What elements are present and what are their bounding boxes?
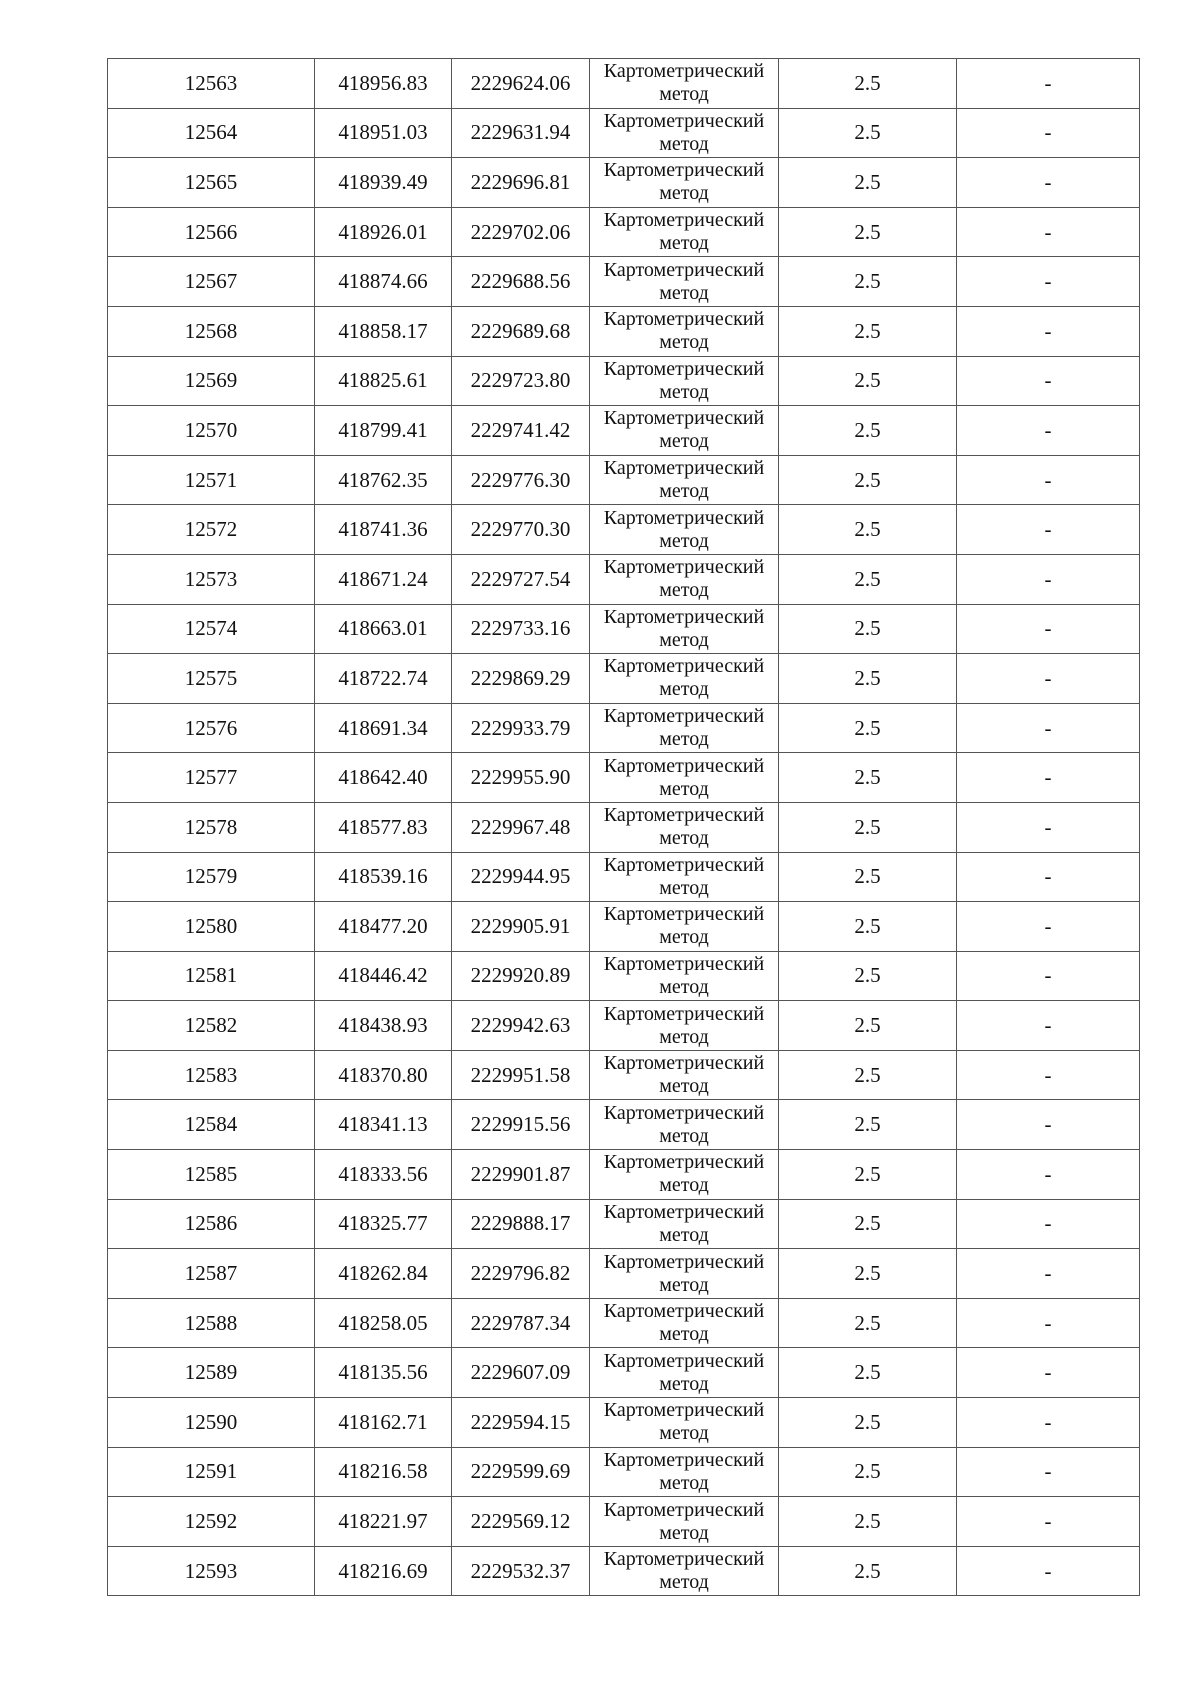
- x-coordinate-cell: 418333.56: [315, 1150, 452, 1200]
- method-cell: [590, 703, 779, 753]
- method-label-line2: метод: [659, 1025, 709, 1048]
- point-number-cell: 12586: [108, 1199, 315, 1249]
- precision-cell: 2.5: [779, 554, 957, 604]
- table-row: [108, 257, 1140, 307]
- precision-cell: 2.5: [779, 356, 957, 406]
- method-label-line1: Картометрический: [603, 308, 765, 331]
- x-coordinate-cell: 418438.93: [315, 1001, 452, 1051]
- x-coordinate-cell: 418446.42: [315, 951, 452, 1001]
- method-cell: [590, 1050, 779, 1100]
- method-label-line1: Картометрический: [603, 605, 765, 628]
- precision-cell: 2.5: [779, 1497, 957, 1547]
- point-number-cell: 12588: [108, 1298, 315, 1348]
- table-row: [108, 306, 1140, 356]
- y-coordinate-cell: 2229920.89: [452, 951, 590, 1001]
- x-coordinate-cell: 418216.58: [315, 1447, 452, 1497]
- method-label-line1: Картометрический: [603, 1101, 765, 1124]
- method-cell: [590, 1447, 779, 1497]
- method-label-line2: метод: [659, 827, 709, 850]
- point-number-cell: 12568: [108, 306, 315, 356]
- y-coordinate-cell: 2229967.48: [452, 802, 590, 852]
- method-label-line1: Картометрический: [603, 903, 765, 926]
- table-row: [108, 1249, 1140, 1299]
- x-coordinate-cell: 418956.83: [315, 59, 452, 109]
- y-coordinate-cell: 2229702.06: [452, 207, 590, 257]
- method-cell: [590, 902, 779, 952]
- method-cell: [590, 554, 779, 604]
- x-coordinate-cell: 418642.40: [315, 753, 452, 803]
- precision-cell: 2.5: [779, 207, 957, 257]
- method-label-line1: Картометрический: [603, 258, 765, 281]
- method-cell: [590, 1348, 779, 1398]
- x-coordinate-cell: 418577.83: [315, 802, 452, 852]
- y-coordinate-cell: 2229901.87: [452, 1150, 590, 1200]
- precision-cell: 2.5: [779, 158, 957, 208]
- point-number-cell: 12569: [108, 356, 315, 406]
- method-label-line1: Картометрический: [603, 407, 765, 430]
- x-coordinate-cell: 418722.74: [315, 654, 452, 704]
- coordinates-table: [107, 58, 1140, 1596]
- method-label-line2: метод: [659, 1273, 709, 1296]
- note-cell: -: [957, 505, 1140, 555]
- note-cell: -: [957, 1348, 1140, 1398]
- note-cell: -: [957, 1150, 1140, 1200]
- method-label-line1: Картометрический: [603, 804, 765, 827]
- precision-cell: 2.5: [779, 1348, 957, 1398]
- note-cell: -: [957, 1001, 1140, 1051]
- method-label-line1: Картометрический: [603, 655, 765, 678]
- method-label-line2: метод: [659, 1521, 709, 1544]
- point-number-cell: 12578: [108, 802, 315, 852]
- note-cell: -: [957, 753, 1140, 803]
- note-cell: -: [957, 59, 1140, 109]
- method-label-line2: метод: [659, 1323, 709, 1346]
- method-label-line1: Картометрический: [603, 952, 765, 975]
- precision-cell: 2.5: [779, 604, 957, 654]
- point-number-cell: 12563: [108, 59, 315, 109]
- note-cell: -: [957, 158, 1140, 208]
- table-row: [108, 1497, 1140, 1547]
- precision-cell: 2.5: [779, 1150, 957, 1200]
- method-cell: [590, 654, 779, 704]
- method-cell: [590, 1398, 779, 1448]
- method-label-line2: метод: [659, 728, 709, 751]
- x-coordinate-cell: 418691.34: [315, 703, 452, 753]
- method-label-line1: Картометрический: [603, 1498, 765, 1521]
- method-cell: [590, 306, 779, 356]
- y-coordinate-cell: 2229727.54: [452, 554, 590, 604]
- table-row: [108, 158, 1140, 208]
- point-number-cell: 12573: [108, 554, 315, 604]
- method-label-line1: Картометрический: [603, 1250, 765, 1273]
- note-cell: -: [957, 1447, 1140, 1497]
- y-coordinate-cell: 2229607.09: [452, 1348, 590, 1398]
- x-coordinate-cell: 418939.49: [315, 158, 452, 208]
- point-number-cell: 12582: [108, 1001, 315, 1051]
- point-number-cell: 12590: [108, 1398, 315, 1448]
- method-cell: [590, 505, 779, 555]
- table-row: [108, 703, 1140, 753]
- table-row: [108, 1348, 1140, 1398]
- point-number-cell: 12581: [108, 951, 315, 1001]
- method-label-line2: метод: [659, 1422, 709, 1445]
- method-label-line1: Картометрический: [603, 357, 765, 380]
- note-cell: -: [957, 1298, 1140, 1348]
- point-number-cell: 12592: [108, 1497, 315, 1547]
- point-number-cell: 12591: [108, 1447, 315, 1497]
- method-label-line2: метод: [659, 876, 709, 899]
- y-coordinate-cell: 2229532.37: [452, 1546, 590, 1596]
- method-label-line1: Картометрический: [603, 853, 765, 876]
- note-cell: -: [957, 852, 1140, 902]
- x-coordinate-cell: 418216.69: [315, 1546, 452, 1596]
- x-coordinate-cell: 418477.20: [315, 902, 452, 952]
- table-row: [108, 902, 1140, 952]
- method-label-line2: метод: [659, 678, 709, 701]
- precision-cell: 2.5: [779, 703, 957, 753]
- method-label-line1: Картометрический: [603, 1300, 765, 1323]
- method-label-line1: Картометрический: [603, 754, 765, 777]
- point-number-cell: 12583: [108, 1050, 315, 1100]
- x-coordinate-cell: 418926.01: [315, 207, 452, 257]
- method-label-line2: метод: [659, 628, 709, 651]
- y-coordinate-cell: 2229689.68: [452, 306, 590, 356]
- method-cell: [590, 852, 779, 902]
- method-label-line1: Картометрический: [603, 109, 765, 132]
- note-cell: -: [957, 1100, 1140, 1150]
- y-coordinate-cell: 2229631.94: [452, 108, 590, 158]
- point-number-cell: 12580: [108, 902, 315, 952]
- method-label-line1: Картометрический: [603, 209, 765, 232]
- method-label-line1: Картометрический: [603, 705, 765, 728]
- method-cell: [590, 1497, 779, 1547]
- precision-cell: 2.5: [779, 59, 957, 109]
- method-label-line1: Картометрический: [603, 1548, 765, 1571]
- x-coordinate-cell: 418825.61: [315, 356, 452, 406]
- table-row: [108, 1398, 1140, 1448]
- method-label-line1: Картометрический: [603, 159, 765, 182]
- note-cell: -: [957, 1050, 1140, 1100]
- method-cell: [590, 406, 779, 456]
- method-label-line2: метод: [659, 331, 709, 354]
- method-cell: [590, 455, 779, 505]
- y-coordinate-cell: 2229776.30: [452, 455, 590, 505]
- precision-cell: 2.5: [779, 1298, 957, 1348]
- y-coordinate-cell: 2229942.63: [452, 1001, 590, 1051]
- y-coordinate-cell: 2229888.17: [452, 1199, 590, 1249]
- method-label-line2: метод: [659, 232, 709, 255]
- method-label-line2: метод: [659, 1372, 709, 1395]
- note-cell: -: [957, 654, 1140, 704]
- point-number-cell: 12576: [108, 703, 315, 753]
- method-label-line2: метод: [659, 1174, 709, 1197]
- note-cell: -: [957, 554, 1140, 604]
- note-cell: -: [957, 1546, 1140, 1596]
- point-number-cell: 12564: [108, 108, 315, 158]
- method-label-line2: метод: [659, 777, 709, 800]
- note-cell: -: [957, 703, 1140, 753]
- precision-cell: 2.5: [779, 1050, 957, 1100]
- precision-cell: 2.5: [779, 1546, 957, 1596]
- y-coordinate-cell: 2229955.90: [452, 753, 590, 803]
- point-number-cell: 12572: [108, 505, 315, 555]
- x-coordinate-cell: 418671.24: [315, 554, 452, 604]
- coordinates-table-body: [108, 59, 1140, 1596]
- x-coordinate-cell: 418135.56: [315, 1348, 452, 1398]
- method-label-line1: Картометрический: [603, 1052, 765, 1075]
- point-number-cell: 12570: [108, 406, 315, 456]
- table-row: [108, 1050, 1140, 1100]
- precision-cell: 2.5: [779, 654, 957, 704]
- point-number-cell: 12593: [108, 1546, 315, 1596]
- method-cell: [590, 207, 779, 257]
- method-cell: [590, 158, 779, 208]
- y-coordinate-cell: 2229905.91: [452, 902, 590, 952]
- method-cell: [590, 59, 779, 109]
- precision-cell: 2.5: [779, 1001, 957, 1051]
- table-row: [108, 1199, 1140, 1249]
- note-cell: -: [957, 1249, 1140, 1299]
- table-row: [108, 852, 1140, 902]
- method-label-line2: метод: [659, 83, 709, 106]
- precision-cell: 2.5: [779, 108, 957, 158]
- table-row: [108, 1001, 1140, 1051]
- method-cell: [590, 1298, 779, 1348]
- method-label-line1: Картометрический: [603, 1448, 765, 1471]
- method-cell: [590, 356, 779, 406]
- x-coordinate-cell: 418341.13: [315, 1100, 452, 1150]
- y-coordinate-cell: 2229796.82: [452, 1249, 590, 1299]
- method-cell: [590, 604, 779, 654]
- point-number-cell: 12571: [108, 455, 315, 505]
- x-coordinate-cell: 418663.01: [315, 604, 452, 654]
- y-coordinate-cell: 2229770.30: [452, 505, 590, 555]
- table-row: [108, 951, 1140, 1001]
- note-cell: -: [957, 306, 1140, 356]
- note-cell: -: [957, 207, 1140, 257]
- method-label-line1: Картометрический: [603, 1399, 765, 1422]
- x-coordinate-cell: 418874.66: [315, 257, 452, 307]
- table-row: [108, 455, 1140, 505]
- table-row: [108, 356, 1140, 406]
- method-label-line2: метод: [659, 1571, 709, 1594]
- note-cell: -: [957, 1497, 1140, 1547]
- y-coordinate-cell: 2229624.06: [452, 59, 590, 109]
- method-cell: [590, 753, 779, 803]
- table-row: [108, 108, 1140, 158]
- method-label-line1: Картометрический: [603, 1002, 765, 1025]
- method-cell: [590, 1150, 779, 1200]
- precision-cell: 2.5: [779, 802, 957, 852]
- precision-cell: 2.5: [779, 455, 957, 505]
- table-row: [108, 207, 1140, 257]
- table-row: [108, 406, 1140, 456]
- note-cell: -: [957, 902, 1140, 952]
- point-number-cell: 12565: [108, 158, 315, 208]
- table-row: [108, 654, 1140, 704]
- method-cell: [590, 108, 779, 158]
- y-coordinate-cell: 2229741.42: [452, 406, 590, 456]
- method-label-line2: метод: [659, 182, 709, 205]
- point-number-cell: 12567: [108, 257, 315, 307]
- point-number-cell: 12575: [108, 654, 315, 704]
- method-label-line2: метод: [659, 926, 709, 949]
- note-cell: -: [957, 455, 1140, 505]
- precision-cell: 2.5: [779, 1100, 957, 1150]
- table-row: [108, 1100, 1140, 1150]
- note-cell: -: [957, 802, 1140, 852]
- precision-cell: 2.5: [779, 505, 957, 555]
- y-coordinate-cell: 2229869.29: [452, 654, 590, 704]
- table-row: [108, 1298, 1140, 1348]
- method-cell: [590, 1199, 779, 1249]
- note-cell: -: [957, 108, 1140, 158]
- precision-cell: 2.5: [779, 406, 957, 456]
- y-coordinate-cell: 2229569.12: [452, 1497, 590, 1547]
- method-label-line2: метод: [659, 1223, 709, 1246]
- precision-cell: 2.5: [779, 1249, 957, 1299]
- point-number-cell: 12585: [108, 1150, 315, 1200]
- point-number-cell: 12566: [108, 207, 315, 257]
- precision-cell: 2.5: [779, 257, 957, 307]
- table-row: [108, 753, 1140, 803]
- y-coordinate-cell: 2229787.34: [452, 1298, 590, 1348]
- method-cell: [590, 802, 779, 852]
- point-number-cell: 12579: [108, 852, 315, 902]
- table-row: [108, 59, 1140, 109]
- precision-cell: 2.5: [779, 951, 957, 1001]
- method-label-line2: метод: [659, 1075, 709, 1098]
- y-coordinate-cell: 2229944.95: [452, 852, 590, 902]
- table-row: [108, 554, 1140, 604]
- method-cell: [590, 1001, 779, 1051]
- y-coordinate-cell: 2229696.81: [452, 158, 590, 208]
- note-cell: -: [957, 1199, 1140, 1249]
- y-coordinate-cell: 2229688.56: [452, 257, 590, 307]
- y-coordinate-cell: 2229933.79: [452, 703, 590, 753]
- method-label-line1: Картометрический: [603, 556, 765, 579]
- method-label-line2: метод: [659, 281, 709, 304]
- x-coordinate-cell: 418762.35: [315, 455, 452, 505]
- y-coordinate-cell: 2229723.80: [452, 356, 590, 406]
- point-number-cell: 12574: [108, 604, 315, 654]
- method-cell: [590, 1546, 779, 1596]
- precision-cell: 2.5: [779, 1199, 957, 1249]
- method-label-line2: метод: [659, 380, 709, 403]
- method-label-line2: метод: [659, 480, 709, 503]
- note-cell: -: [957, 356, 1140, 406]
- method-label-line1: Картометрический: [603, 506, 765, 529]
- x-coordinate-cell: 418162.71: [315, 1398, 452, 1448]
- method-label-line1: Картометрический: [603, 457, 765, 480]
- method-label-line1: Картометрический: [603, 1349, 765, 1372]
- table-row: [108, 1150, 1140, 1200]
- note-cell: -: [957, 257, 1140, 307]
- method-label-line1: Картометрический: [603, 1151, 765, 1174]
- method-cell: [590, 1100, 779, 1150]
- note-cell: -: [957, 406, 1140, 456]
- x-coordinate-cell: 418221.97: [315, 1497, 452, 1547]
- method-label-line2: метод: [659, 529, 709, 552]
- x-coordinate-cell: 418370.80: [315, 1050, 452, 1100]
- x-coordinate-cell: 418539.16: [315, 852, 452, 902]
- precision-cell: 2.5: [779, 1398, 957, 1448]
- x-coordinate-cell: 418858.17: [315, 306, 452, 356]
- precision-cell: 2.5: [779, 852, 957, 902]
- precision-cell: 2.5: [779, 306, 957, 356]
- table-row: [108, 505, 1140, 555]
- point-number-cell: 12587: [108, 1249, 315, 1299]
- x-coordinate-cell: 418741.36: [315, 505, 452, 555]
- note-cell: -: [957, 604, 1140, 654]
- method-label-line1: Картометрический: [603, 60, 765, 83]
- point-number-cell: 12577: [108, 753, 315, 803]
- x-coordinate-cell: 418799.41: [315, 406, 452, 456]
- table-row: [108, 604, 1140, 654]
- table-row: [108, 1546, 1140, 1596]
- table-row: [108, 1447, 1140, 1497]
- y-coordinate-cell: 2229599.69: [452, 1447, 590, 1497]
- x-coordinate-cell: 418258.05: [315, 1298, 452, 1348]
- note-cell: -: [957, 1398, 1140, 1448]
- note-cell: -: [957, 951, 1140, 1001]
- method-label-line1: Картометрический: [603, 1200, 765, 1223]
- point-number-cell: 12584: [108, 1100, 315, 1150]
- method-cell: [590, 1249, 779, 1299]
- precision-cell: 2.5: [779, 902, 957, 952]
- method-label-line2: метод: [659, 579, 709, 602]
- x-coordinate-cell: 418325.77: [315, 1199, 452, 1249]
- x-coordinate-cell: 418262.84: [315, 1249, 452, 1299]
- x-coordinate-cell: 418951.03: [315, 108, 452, 158]
- y-coordinate-cell: 2229951.58: [452, 1050, 590, 1100]
- y-coordinate-cell: 2229915.56: [452, 1100, 590, 1150]
- y-coordinate-cell: 2229733.16: [452, 604, 590, 654]
- y-coordinate-cell: 2229594.15: [452, 1398, 590, 1448]
- method-label-line2: метод: [659, 430, 709, 453]
- method-label-line2: метод: [659, 1471, 709, 1494]
- method-cell: [590, 951, 779, 1001]
- point-number-cell: 12589: [108, 1348, 315, 1398]
- table-row: [108, 802, 1140, 852]
- precision-cell: 2.5: [779, 753, 957, 803]
- method-label-line2: метод: [659, 1124, 709, 1147]
- precision-cell: 2.5: [779, 1447, 957, 1497]
- method-label-line2: метод: [659, 132, 709, 155]
- method-label-line2: метод: [659, 975, 709, 998]
- method-cell: [590, 257, 779, 307]
